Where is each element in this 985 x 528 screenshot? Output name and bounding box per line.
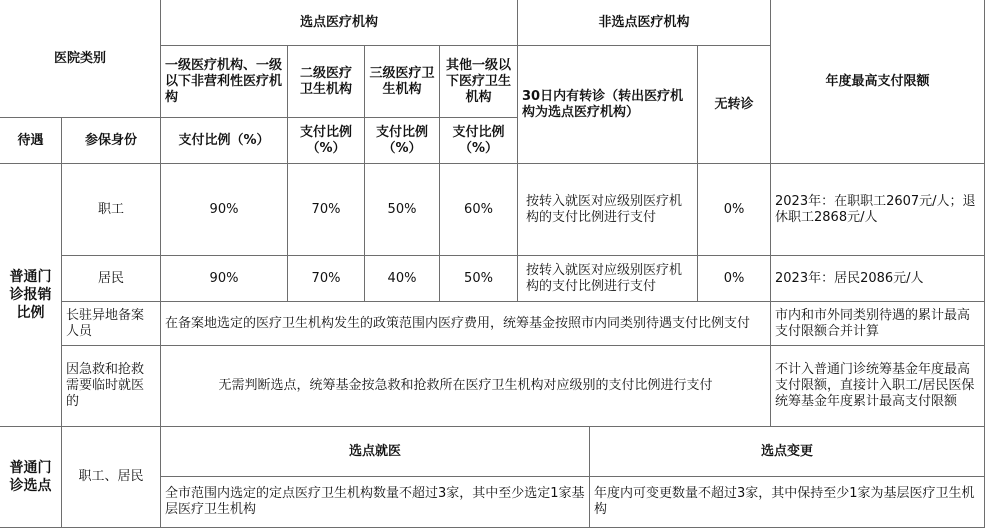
hospital-type-header: 医院类别 [0, 0, 161, 118]
identity-header: 参保身份 [62, 118, 161, 164]
select-title: 选点就医 [161, 427, 590, 477]
no-transfer-header: 无转诊 [698, 46, 771, 164]
non-designated-header: 非选点医疗机构 [518, 0, 771, 46]
employee-ratio-level3: 50% [365, 164, 440, 256]
employee-no-transfer: 0% [698, 164, 771, 256]
section2-label: 普通门诊选点 [0, 427, 62, 528]
resident-ratio-other: 50% [440, 256, 518, 302]
resident-ratio-level2: 70% [288, 256, 365, 302]
ratio1-header: 支付比例（%） [161, 118, 288, 164]
resident-annual-limit: 2023年：居民2086元/人 [771, 256, 985, 302]
level1-header: 一级医疗机构、一级以下非营利性医疗机构 [161, 46, 288, 118]
identity-employee: 职工 [62, 164, 161, 256]
resident-no-transfer: 0% [698, 256, 771, 302]
transfer-30-header: 30日内有转诊（转出医疗机构为选点医疗机构） [518, 46, 698, 164]
annual-limit-header: 年度最高支付限额 [771, 0, 985, 164]
ratio3-header: 支付比例（%） [365, 118, 440, 164]
employee-annual-limit: 2023年：在职职工2607元/人；退休职工2868元/人 [771, 164, 985, 256]
emergency-annual-limit: 不计入普通门诊统筹基金年度最高支付限额，直接计入职工/居民医保统筹基金年度累计最高支付限额 [771, 346, 985, 427]
employee-ratio-level1: 90% [161, 164, 288, 256]
level2-header: 二级医疗卫生机构 [288, 46, 365, 118]
remote-description: 在备案地选定的医疗卫生机构发生的政策范围内医疗费用，统筹基金按照市内同类别待遇支付比例支付 [161, 302, 771, 346]
designated-header: 选点医疗机构 [161, 0, 518, 46]
change-description: 年度内可变更数量不超过3家，其中保持至少1家为基层医疗卫生机构 [590, 477, 985, 528]
change-title: 选点变更 [590, 427, 985, 477]
emergency-description: 无需判断选点，统筹基金按急救和抢救所在医疗卫生机构对应级别的支付比例进行支付 [161, 346, 771, 427]
identity-remote: 长驻异地备案人员 [62, 302, 161, 346]
employee-transfer-rule: 按转入就医对应级别医疗机构的支付比例进行支付 [518, 164, 698, 256]
other-level1-header: 其他一级以下医疗卫生机构 [440, 46, 518, 118]
resident-ratio-level1: 90% [161, 256, 288, 302]
employee-ratio-level2: 70% [288, 164, 365, 256]
ratio4-header: 支付比例（%） [440, 118, 518, 164]
treatment-header: 待遇 [0, 118, 62, 164]
ratio2-header: 支付比例（%） [288, 118, 365, 164]
select-description: 全市范围内选定的定点医疗卫生机构数量不超过3家，其中至少选定1家基层医疗卫生机构 [161, 477, 590, 528]
resident-transfer-rule: 按转入就医对应级别医疗机构的支付比例进行支付 [518, 256, 698, 302]
employee-ratio-other: 60% [440, 164, 518, 256]
resident-ratio-level3: 40% [365, 256, 440, 302]
level3-header: 三级医疗卫生机构 [365, 46, 440, 118]
identity-emergency: 因急救和抢救需要临时就医的 [62, 346, 161, 427]
section1-label: 普通门诊报销比例 [0, 164, 62, 427]
section2-identity: 职工、居民 [62, 427, 161, 528]
identity-resident: 居民 [62, 256, 161, 302]
remote-annual-limit: 市内和市外同类别待遇的累计最高支付限额合并计算 [771, 302, 985, 346]
